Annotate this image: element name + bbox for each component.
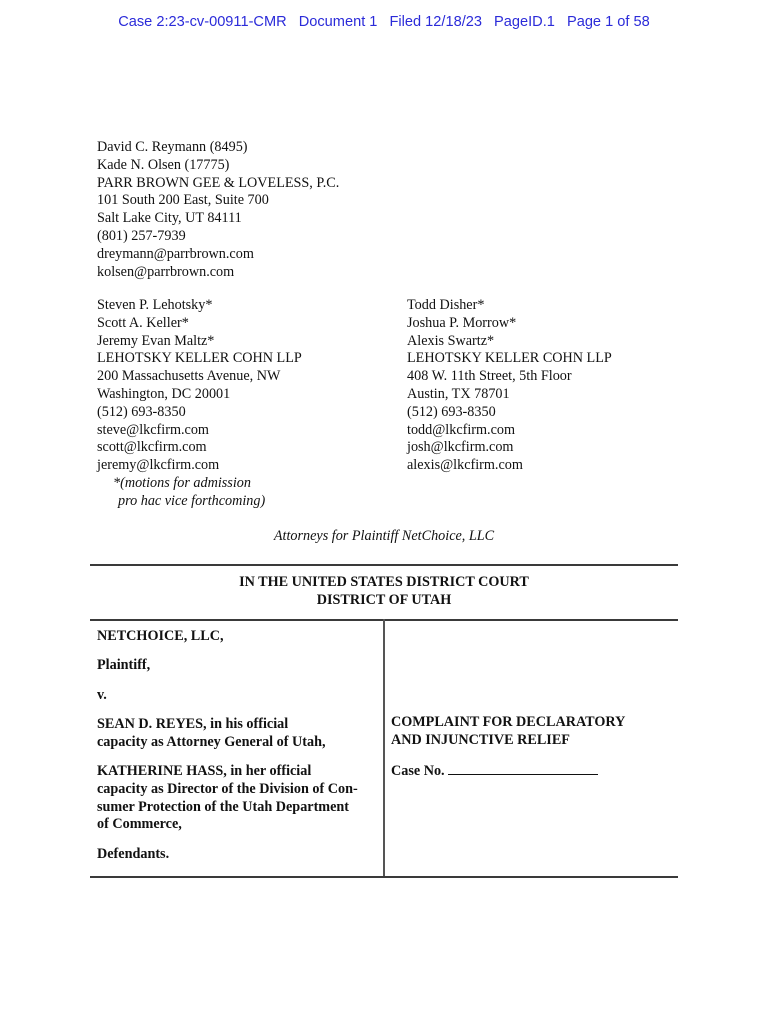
defendants-label: Defendants. [97, 845, 170, 862]
case-no-label: Case No. [391, 762, 445, 779]
defendant-hass [97, 763, 377, 834]
attorneys-for-line: Attorneys for Plaintiff NetChoice, LLC [273, 528, 495, 544]
defendant-line: SEAN D. REYES, in his official [97, 715, 289, 732]
firm-address: 200 Massachusetts Avenue, NW [97, 368, 281, 385]
defendant-reyes [97, 716, 377, 752]
case-number-field [391, 762, 671, 781]
firm-phone: (512) 693-8350 [407, 403, 496, 420]
firm-phone: (512) 693-8350 [97, 403, 186, 420]
attorney-name: David C. Reymann (8495) [97, 139, 248, 155]
case-no-blank [448, 762, 598, 775]
court-filing-stamp [0, 14, 768, 30]
firm-address: 408 W. 11th Street, 5th Floor [407, 368, 572, 385]
case-number: Case 2:23-cv-00911-CMR [118, 14, 287, 30]
page-id: PageID.1 [494, 14, 555, 30]
dc-counsel-block [97, 297, 302, 511]
austin-counsel-block [407, 297, 612, 475]
firm-city: Austin, TX 78701 [407, 385, 510, 402]
divider-caption-bottom [90, 876, 678, 878]
complaint-title [391, 714, 671, 750]
complaint-title-line: COMPLAINT FOR DECLARATORY [391, 714, 626, 730]
firm-name: PARR BROWN GEE & LOVELESS, P.C. [97, 174, 340, 191]
divider-top [90, 564, 678, 566]
utah-counsel-block [97, 139, 339, 281]
attorney-name: Alexis Swartz* [407, 332, 495, 349]
caption-vertical-divider [383, 619, 385, 876]
document-number: Document 1 [298, 14, 378, 30]
attorney-email: todd@lkcfirm.com [407, 421, 516, 438]
court-district: DISTRICT OF UTAH [316, 591, 452, 608]
firm-city: Salt Lake City, UT 84111 [97, 210, 242, 227]
attorney-email: steve@lkcfirm.com [97, 421, 209, 438]
attorney-name: Steven P. Lehotsky* [97, 297, 213, 313]
complaint-caption [391, 714, 671, 780]
attorney-name: Scott A. Keller* [97, 314, 189, 331]
attorney-email: scott@lkcfirm.com [97, 439, 207, 456]
attorney-name: Kade N. Olsen (17775) [97, 156, 230, 173]
filed-date: Filed 12/18/23 [389, 14, 482, 30]
attorney-name: Joshua P. Morrow* [407, 314, 517, 331]
firm-city: Washington, DC 20001 [97, 385, 231, 402]
firm-name: LEHOTSKY KELLER COHN LLP [407, 350, 612, 367]
versus: v. [97, 686, 107, 703]
defendant-line: capacity as Director of the Division of Con- [97, 780, 358, 797]
attorney-name: Todd Disher* [407, 297, 485, 313]
complaint-title-line: AND INJUNCTIVE RELIEF [391, 731, 570, 748]
attorney-email: alexis@lkcfirm.com [407, 457, 523, 474]
defendant-line: KATHERINE HASS, in her official [97, 762, 312, 779]
defendant-line: of Commerce, [97, 816, 182, 833]
pro-hac-vice-note: *(motions for admission [113, 474, 251, 491]
plaintiff-label: Plaintiff, [97, 657, 151, 674]
defendant-line: sumer Protection of the Utah Department [97, 798, 350, 815]
court-name: IN THE UNITED STATES DISTRICT COURT [239, 574, 529, 590]
attorney-email: jeremy@lkcfirm.com [97, 457, 220, 474]
page-count: Page 1 of 58 [566, 14, 650, 30]
firm-name: LEHOTSKY KELLER COHN LLP [97, 350, 302, 367]
firm-address: 101 South 200 East, Suite 700 [97, 192, 269, 209]
court-heading [90, 574, 678, 609]
plaintiff-name: NETCHOICE, LLC, [97, 628, 224, 644]
attorney-email: kolsen@parrbrown.com [97, 263, 235, 280]
parties-block [97, 628, 377, 875]
attorney-email: josh@lkcfirm.com [407, 439, 514, 456]
attorney-email: dreymann@parrbrown.com [97, 245, 254, 262]
firm-phone: (801) 257-7939 [97, 227, 186, 244]
pro-hac-vice-note: pro hac vice forthcoming) [118, 492, 266, 509]
attorney-name: Jeremy Evan Maltz* [97, 332, 215, 349]
defendant-line: capacity as Attorney General of Utah, [97, 733, 326, 750]
